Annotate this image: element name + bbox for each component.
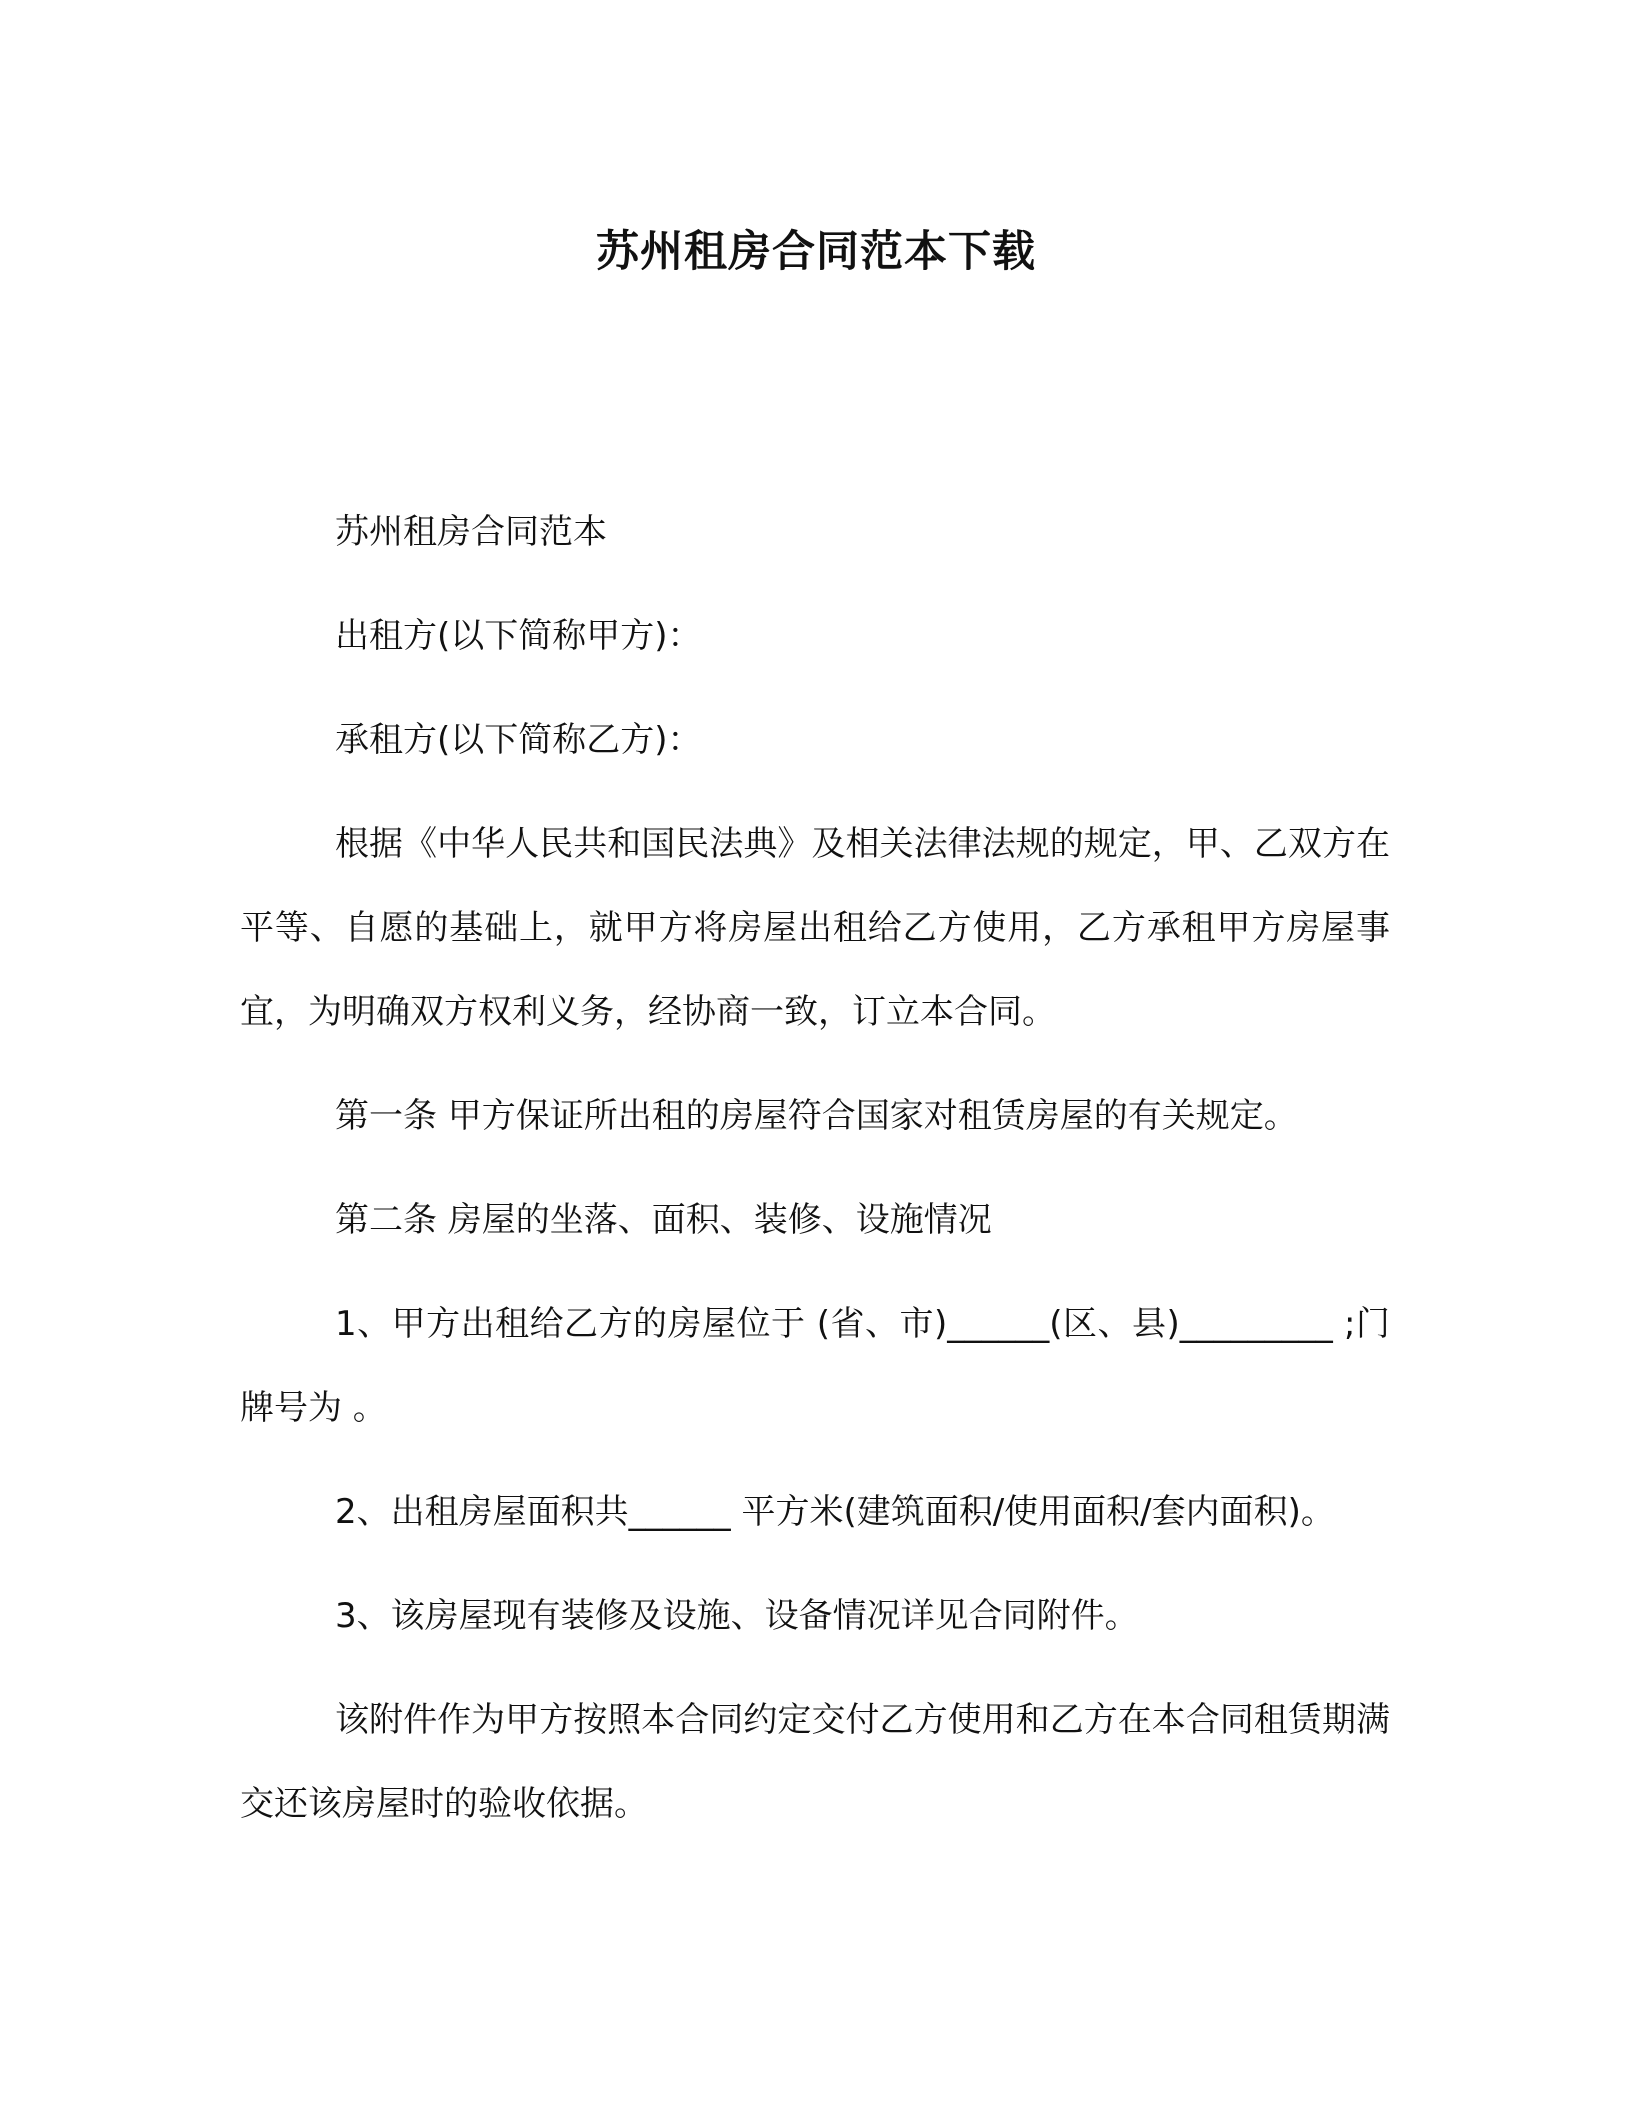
article-2-item-2: 2、出租房屋面积共______ 平方米(建筑面积/使用面积/套内面积)。	[335, 1492, 1335, 1532]
contract-heading: 苏州租房合同范本	[335, 512, 607, 552]
article-2-heading: 第二条 房屋的坐落、面积、装修、设施情况	[335, 1200, 992, 1240]
attachment-paragraph: 该附件作为甲方按照本合同约定交付乙方使用和乙方在本合同租赁期满交还该房屋时的验收依据。	[240, 1700, 1390, 1824]
article-2-item-3: 3、该房屋现有装修及设施、设备情况详见合同附件。	[335, 1596, 1139, 1636]
article-1: 第一条 甲方保证所出租的房屋符合国家对租赁房屋的有关规定。	[335, 1096, 1298, 1136]
lessee-line: 承租方(以下简称乙方)：	[335, 720, 702, 760]
document-title: 苏州租房合同范本下载	[596, 227, 1036, 277]
article-2-item-1: 1、甲方出租给乙方的房屋位于 (省、市)______(区、县)_________ ;门牌号为 。	[240, 1304, 1390, 1428]
lessor-line: 出租方(以下简称甲方)：	[335, 616, 702, 656]
document-body	[240, 490, 1390, 1866]
preamble-paragraph: 根据《中华人民共和国民法典》及相关法律法规的规定，甲、乙双方在平等、自愿的基础上，就甲方将房屋出租给乙方使用，乙方承租甲方房屋事宜，为明确双方权利义务，经协商一致，订立本合同。	[240, 824, 1390, 1032]
